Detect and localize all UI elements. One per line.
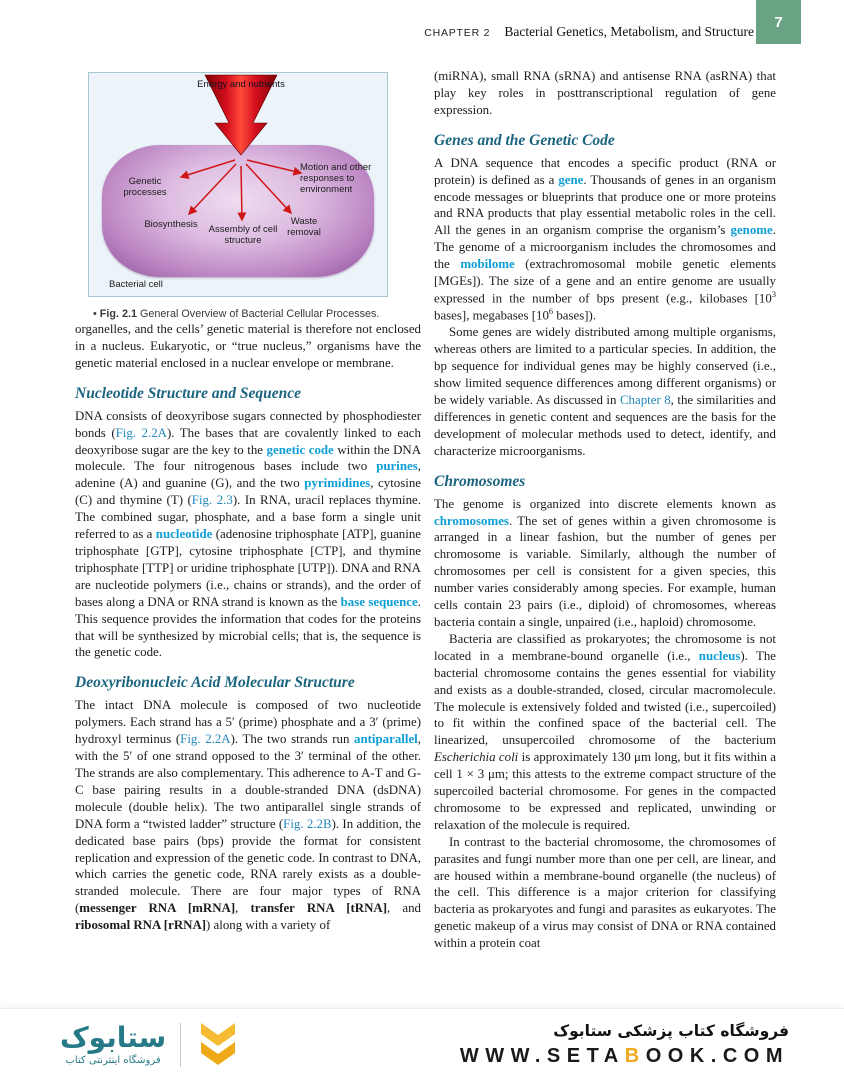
chapter-title: Bacterial Genetics, Metabolism, and Structure	[504, 24, 754, 39]
page-number: 7	[774, 13, 783, 31]
text-segment: messenger RNA [mRNA]	[79, 901, 236, 916]
key-term: pyrimidines	[304, 476, 371, 491]
text-segment: bases], megabases [10	[434, 308, 549, 323]
paragraph-organelles	[75, 321, 421, 372]
text-segment: Fig. 2.1	[99, 308, 137, 320]
text-segment: The genome is organized into discrete elements known as	[434, 496, 776, 511]
text-segment: (miRNA), small RNA (sRNA) and antisense RNA (asRNA) that play key roles in posttranscriptional regulation of gene expression.	[434, 69, 776, 117]
text-segment: OOK.COM	[645, 1044, 789, 1067]
footer-right	[460, 1022, 789, 1068]
logo-wordmark: ستابوک	[60, 1021, 167, 1055]
text-segment: is approximately 130 μm long, but it fits within a cell 1 × 3 μm; this attests to the extreme compact structure of the supercoiled bacterial chromosome. For genes in the compacted chromosome to be expressed and replicated, unwinding or relaxation of the molecule is required.	[434, 750, 777, 832]
text-segment: , the similarities and differences in genetic content and sequences are the basis for the development of molecular methods used to detect, identify, and characterize microorganisms.	[434, 393, 776, 458]
left-column	[75, 68, 421, 952]
chevron-logo-icon	[195, 1021, 241, 1069]
figure-caption	[93, 307, 413, 321]
text-segment: In contrast to the bacterial chromosome, the chromosomes of parasites and fungi number more than one per cell, are linear, and are housed within a membrane-bound organelle (the nucleus) of the cell. This difference is a major criterion for classifying bacteria as prokaryotes and fungi and parasites as eukaryotes. The genetic makeup of a virus may consist of DNA or RNA contained within a protein coat	[434, 834, 776, 951]
page-number-tab	[756, 0, 801, 44]
text-segment: The intact DNA molecule is composed of two nucleotide polymers. Each strand has a 5′ (prime) phosphate and a 3′ (prime) hydroxyl terminus (	[75, 698, 421, 747]
logo-divider	[180, 1023, 181, 1067]
text-segment: ,	[235, 901, 251, 916]
key-term: chromosomes	[434, 513, 509, 528]
paragraph-rna-types	[434, 68, 776, 119]
text-segment: ribosomal RNA [rRNA]	[75, 918, 207, 933]
setabook-logo[interactable]	[60, 1021, 241, 1069]
text-segment: ). In RNA, uracil replaces thymine. The combined sugar, phosphate, and a base form a single unit referred to as a	[75, 493, 422, 542]
section-heading-genes-genetic-code: Genes and the Genetic Code	[434, 131, 615, 149]
footer-website-url[interactable]	[460, 1045, 789, 1068]
key-term: nucleus	[698, 648, 741, 663]
logo-subtitle: فروشگاه اینترنتی کتاب	[65, 1054, 161, 1066]
text-segment: A DNA sequence that encodes a specific product (RNA or protein) is defined as a	[434, 155, 776, 187]
text-segment: , with the 5′ of one strand opposed to the 3′ terminal of the other. The strands are also complementary. This adherence to A-T and G-C base pairing results in a double-stranded DNA (dsDNA) molecule (double helix). The two antiparallel single strands of DNA form a “twisted ladder” structure (	[75, 732, 421, 831]
highlighted-letter: B	[624, 1044, 646, 1067]
running-head	[424, 23, 754, 41]
two-column-text	[75, 68, 776, 952]
text-segment: ). The two strands run	[230, 732, 355, 747]
key-term: nucleotide	[155, 527, 213, 542]
text-segment: 3	[771, 289, 776, 299]
paragraph-gene-definition	[434, 155, 776, 325]
text-segment: transfer RNA [tRNA]	[250, 901, 387, 916]
figure-label-waste: Waste removal	[287, 216, 321, 239]
key-term: genetic code	[266, 442, 334, 457]
paragraph-eukaryote-chromosome	[434, 834, 776, 952]
section-heading-dna-molecular-structure: Deoxyribonucleic Acid Molecular Structure	[75, 674, 355, 692]
text-segment: bases]).	[553, 308, 597, 323]
text-segment: . The set of genes within a given chromosome is arranged in a linear fashion, but the number of genes per chromosome is variable. Similarly, although the number of chromosomes per cell is consistent for a given species, this number varies considerably among species. For example, human cells contain 23 pairs (i.e., diploid) of chromosomes, whereas bacteria contain a single, unpaired (i.e., haploid) chromosome.	[434, 513, 776, 629]
key-term: antiparallel	[354, 732, 418, 747]
process-arrows	[181, 160, 301, 220]
text-segment: Some genes are widely distributed among multiple organisms, whereas others are limited to a particular species. In addition, the bp sequence for individual genes may be highly conserved (i.e., show limited sequence differences among different organisms) or be widely variable. As discussed in	[434, 325, 776, 407]
text-segment: Escherichia coli	[434, 750, 519, 765]
section-heading-nucleotide-structure: Nucleotide Structure and Sequence	[75, 384, 302, 402]
cross-reference-link[interactable]: Fig. 2.2A	[180, 732, 231, 747]
text-segment: 6	[548, 307, 554, 317]
cross-reference-link[interactable]: Fig. 2.2A	[115, 425, 167, 440]
paragraph-gene-distribution	[434, 324, 776, 459]
figure-label-bacterial-cell: Bacterial cell	[109, 279, 163, 290]
key-term: gene	[558, 172, 584, 187]
key-term: genome	[730, 223, 773, 238]
figure-2-1-diagram	[88, 72, 388, 297]
text-segment: within the DNA molecule. The four nitrogenous bases include two	[75, 442, 421, 474]
text-segment: , adenine (A) and guanine (G), and the two	[75, 459, 421, 491]
key-term: mobilome	[460, 257, 515, 272]
text-segment: ). The bacterial chromosome contains the genes essential for viability and exists as a double-stranded, closed, circular macromolecule. The molecule is extensively folded and twisted (i.e., supercoiled) to fit within the confined space of the bacterial cell. The linearized, unsupercoiled chromosome of the bacterium	[434, 648, 777, 748]
text-segment: WWW.SETA	[459, 1044, 625, 1067]
key-term: purines	[376, 459, 418, 474]
figure-label-genetic: Genetic processes	[123, 176, 167, 199]
cross-reference-link[interactable]: Fig. 2.3	[191, 493, 233, 508]
text-segment: ). The bases that are covalently linked to each deoxyribose sugar are the key to the	[75, 425, 421, 457]
footer-banner	[0, 1008, 844, 1080]
figure-label-motion: Motion and other responses to environment	[300, 162, 372, 196]
text-segment: DNA consists of deoxyribose sugars connected by phosphodiester bonds (	[75, 408, 421, 440]
text-segment: General Overview of Bacterial Cellular Processes.	[136, 308, 380, 320]
figure-label-energy: Energy and nutrients	[197, 79, 285, 90]
paragraph-dna-structure	[75, 697, 421, 934]
figure-canvas	[89, 73, 387, 296]
text-segment: , and	[387, 901, 421, 916]
cross-reference-link[interactable]: Chapter 8	[619, 393, 671, 407]
text-segment: ). In addition, the dedicated base pairs (bps) provide the format for consistent replication and expression of the genetic code. In contrast to DNA, which carries the genetic code, RNA rarely exists as a double-stranded molecule. There are four major types of RNA (	[75, 816, 422, 916]
text-segment: (extrachromosomal mobile genetic elements [MGEs]). The size of a gene and an entire genome are usually expressed in the number of bps present (e.g., kilobases [10	[434, 257, 776, 306]
text-segment: . This sequence provides the information that codes for the proteins that will be synthesized by microbial cells; that is, the sequence is the genetic code.	[75, 594, 421, 660]
paragraph-nucleotide-structure	[75, 408, 421, 662]
chapter-label: CHAPTER 2	[424, 27, 491, 39]
text-segment: , cytosine (C) and thymine (T) (	[75, 476, 422, 508]
figure-label-assembly: Assembly of cell structure	[208, 224, 278, 247]
text-segment: (adenosine triphosphate [ATP], guanine triphosphate [GTP], cytosine triphosphate [CTP], and thymine triphosphate [TTP] or uridine triphosphate [UTP]). DNA and RNA are nucleotide polymers (i.e., chains or strands), and the order of bases along a DNA or RNA strand is known as the	[75, 527, 421, 609]
page-header	[0, 0, 844, 46]
text-segment: Bacteria are classified as prokaryotes; the chromosome is not located in a membrane-bound organelle (i.e.,	[434, 631, 776, 663]
paragraph-genome-organization	[434, 496, 776, 631]
text-segment: •	[93, 308, 100, 320]
text-segment: . Thousands of genes in an organism encode messages or blueprints that produce one or more proteins and RNA products that play essential metabolic roles in the cell. All the genes in an organism comprise the organism’s	[434, 172, 776, 238]
text-segment: . The genome of a microorganism includes the chromosomes and the	[434, 223, 776, 272]
footer-tagline: فروشگاه کتاب پزشکی ستابوک	[553, 1021, 789, 1040]
text-segment: ) along with a variety of	[206, 918, 331, 933]
paragraph-prokaryote-chromosome	[434, 631, 776, 834]
cross-reference-link[interactable]: Fig. 2.2B	[283, 816, 332, 831]
figure-label-biosynthesis: Biosynthesis	[144, 219, 198, 230]
key-term: base sequence	[340, 594, 418, 609]
section-heading-chromosomes: Chromosomes	[434, 472, 526, 490]
right-column	[434, 68, 776, 952]
text-segment: organelles, and the cells’ genetic material is therefore not enclosed in a nucleus. Eukaryotic, or “true nucleus,” organisms have the genetic material enclosed in a nuclear envelope or membrane.	[75, 322, 421, 370]
